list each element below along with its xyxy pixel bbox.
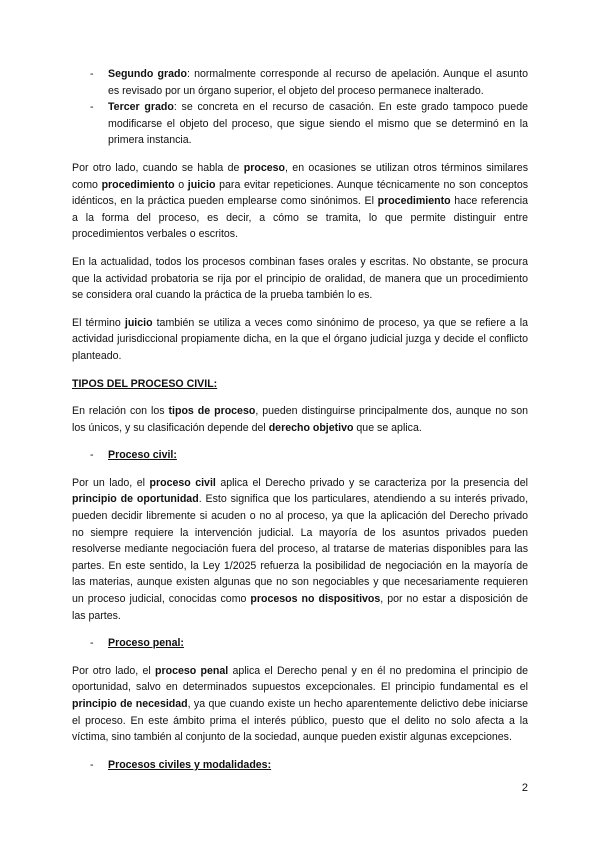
paragraph-proceso-terms: Por otro lado, cuando se habla de proceso, en ocasiones se utilizan otros términos similares como procedimiento o juicio para evitar repeticiones. Aunque técnicamente no son conceptos idénticos, en la práctica pueden emplearse como sinónimos. El procedimiento hace referencia a la forma del proceso, es decir, a cómo se tramita, lo que permite distinguir entre procedimientos verbales o escritos. [72, 161, 529, 241]
subheading-proceso-civil: - Proceso civil: [90, 449, 177, 462]
list-item-text: : normalmente corresponde al recurso de apelación. Aunque el asunto es revisado por un órgano superior, el objeto del proceso permanece inalterado. [108, 68, 528, 97]
subheading-proceso-penal: - Proceso penal: [90, 637, 184, 650]
section-title: TIPOS DEL PROCESO CIVIL: [72, 377, 218, 390]
paragraph-tipos: En relación con los tipos de proceso, pueden distinguirse principalmente dos, aunque no son los únicos, y su clasificación depende del derecho objetivo que se aplica. [72, 405, 529, 434]
paragraph-proceso-penal: Por otro lado, el proceso penal aplica el Derecho penal y en él no predomina el principio de oportunidad, salvo en determinados supuestos excepcionales. El principio fundamental es el principio de necesidad, ya que cuando existe un hecho aparentemente delictivo debe iniciarse el proceso. En este ámbito prima el interés público, puesto que el delito no solo afecta a la víctima, sino también al conjunto de la sociedad, aunque pueden existir algunas excepciones. [72, 664, 529, 744]
paragraph-proceso-civil: Por un lado, el proceso civil aplica el Derecho privado y se caracteriza por la presencia del principio de oportunidad. Esto significa que los particulares, atendiendo a su interés privado, pueden decidir libremente si acuden o no al proceso, ya que la aplicación del Derecho privado no siempre requiere la intervención judicial. La mayoría de los asuntos privados pueden resolverse mediante negociación fuera del proceso, al tratarse de materias disponibles para las partes. En este sentido, la Ley 1/2025 refuerza la posibilidad de negociación en la mayoría de las materias, aunque existen algunas que no son negociables y que necesariamente requieren un proceso judicial, conocidas como procesos no dispositivos, por no estar a disposición de las partes. [72, 476, 529, 622]
subheading-procesos-civiles: - Procesos civiles y modalidades: [90, 758, 272, 771]
page-content [72, 66, 528, 784]
paragraph-juicio: El término juicio también se utiliza a veces como sinónimo de proceso, ya que se refiere a la actividad jurisdiccional propiamente dicha, en la que el órgano judicial juzga y decide el conflicto planteado. [72, 316, 528, 362]
bullet-dash: - [90, 101, 94, 114]
term-bold: Segundo grado [108, 68, 187, 80]
bullet-dash: - [90, 68, 94, 80]
page-number: 2 [521, 782, 528, 794]
paragraph-oralidad: En la actualidad, todos los procesos combinan fases orales y escritas. No obstante, se procura que la actividad probatoria se rija por el principio de oralidad, de manera que un procedimiento se considera oral cuando la práctica de la prueba también lo es. [72, 255, 528, 302]
list-item-text: : se concreta en el recurso de casación. En este grado tampoco puede modificarse el objeto del proceso, que sigue siendo el mismo que se determinó en la primera instancia. [108, 101, 528, 147]
term-bold: Tercer grado [108, 101, 174, 114]
list-item [72, 66, 528, 99]
list-item [72, 99, 528, 149]
degree-list [72, 66, 528, 149]
